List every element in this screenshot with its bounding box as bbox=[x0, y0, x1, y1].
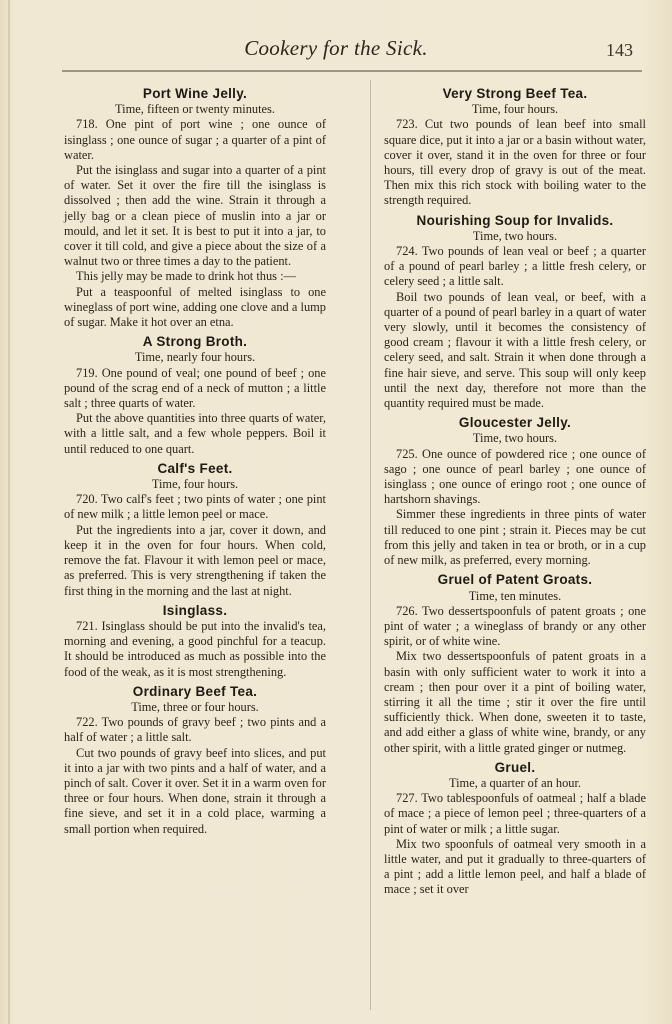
recipe-paragraph: 719. One pound of veal; one pound of beef ; one pound of the scrag end of a neck of mutton ; a little salt ; three quarts of water. bbox=[64, 365, 326, 411]
recipe-time: Time, ten minutes. bbox=[468, 588, 562, 603]
recipe-paragraph: Mix two dessertspoonfuls of patent groats in a basin with only sufficient water to work it into a cream ; then pour over it a pint of boiling water, stirring it all the time ; stir it over the fire until sufficiently thick. When done, sweeten it to taste, and add either a glass of white wine, brandy, or any other spirit, with a little grated ginger or nutmeg. bbox=[384, 649, 646, 755]
recipe-paragraph: 723. Cut two pounds of lean beef into small square dice, put it into a jar or a basin without water, cover it over, stand it in the oven for three or four hours, till every drop of gravy is out of the meat. Then mix this rich stock with boiling water to the strength required. bbox=[384, 117, 646, 208]
recipe-heading: Gruel. bbox=[494, 759, 536, 775]
running-header: Cookery for the Sick. bbox=[244, 36, 428, 60]
recipe-section bbox=[384, 572, 646, 755]
recipe-heading: A Strong Broth. bbox=[142, 334, 248, 350]
recipe-heading: Very Strong Beef Tea. bbox=[442, 86, 588, 101]
recipe-paragraph: 725. One ounce of powdered rice ; one ounce of sago ; one ounce of pearl barley ; one ounce of isinglass ; one ounce of eringo root ; one ounce of hartshorn shavings. bbox=[384, 446, 646, 507]
recipe-section bbox=[384, 213, 646, 412]
recipe-paragraph: 724. Two pounds of lean veal or beef ; a quarter of a pound of pearl barley ; a little fresh celery, or celery seed ; a little salt. bbox=[384, 244, 646, 289]
recipe-section bbox=[64, 461, 326, 599]
recipe-paragraph: 721. Isinglass should be put into the invalid's tea, morning and evening, a good pinchful for a teacup. It should be introduced as much as possible into the food of the weak, as it is most strengthening. bbox=[64, 618, 326, 679]
recipe-paragraph: 722. Two pounds of gravy beef ; two pints and a half of water ; a little salt. bbox=[64, 715, 326, 745]
recipe-section bbox=[384, 415, 646, 568]
recipe-heading: Isinglass. bbox=[162, 602, 228, 618]
left-column bbox=[64, 82, 326, 837]
recipe-paragraph: Put the isinglass and sugar into a quarter of a pint of water. Set it over the fire till the isinglass is dissolved ; then add the wine. Strain it through a jelly bag or a clean piece of muslin into a jar or mould, and let it set. It is best to put it into a jar, to cover it till cold, and give a piece about the size of a walnut two or three times a day to the patient. bbox=[64, 163, 326, 269]
recipe-paragraph: This jelly may be made to drink hot thus :— bbox=[76, 269, 296, 284]
recipe-paragraph: Put the above quantities into three quarts of water, with a little salt, and a few whole peppers. Boil it until reduced to one quart. bbox=[64, 411, 326, 456]
recipe-paragraph: 718. One pint of port wine ; one ounce of isinglass ; one ounce of sugar ; a quarter of a pint of water. bbox=[64, 117, 326, 162]
recipe-time: Time, a quarter of an hour. bbox=[448, 775, 582, 790]
recipe-paragraph: Mix two spoonfuls of oatmeal very smooth in a little water, and put it gradually to three-quarters of a pint ; add a little lemon peel, and half a blade of mace ; set it over bbox=[384, 836, 646, 897]
recipe-paragraph: Put a teaspoonful of melted isinglass to one wineglass of port wine, adding one clove and a lump of sugar. Make it hot over an etna. bbox=[64, 284, 326, 330]
recipe-section bbox=[64, 684, 326, 837]
recipe-paragraph: Cut two pounds of gravy beef into slices, and put it into a jar with two pints and a half of water, and a pinch of salt. Cover it over. Set it in a warm oven for three or four hours. When done, strain it through a fine sieve, and set it in a cold place, warming a small portion when required. bbox=[64, 745, 326, 836]
recipe-heading: Gruel of Patent Groats. bbox=[437, 572, 593, 588]
recipe-time: Time, fifteen or twenty minutes. bbox=[115, 102, 275, 117]
recipe-section bbox=[384, 86, 646, 209]
recipe-time: Time, two hours. bbox=[472, 228, 558, 243]
recipe-time: Time, two hours. bbox=[472, 431, 558, 446]
recipe-time: Time, nearly four hours. bbox=[134, 350, 256, 365]
column-divider bbox=[370, 80, 371, 1010]
recipe-time: Time, three or four hours. bbox=[131, 699, 259, 714]
page-number: 143 bbox=[606, 40, 633, 60]
recipe-paragraph: 726. Two dessertspoonfuls of patent groats ; one pint of water ; a wineglass of brandy or any other spirit, or of white wine. bbox=[384, 603, 646, 649]
right-column bbox=[384, 82, 646, 898]
recipe-section bbox=[384, 760, 646, 898]
recipe-section bbox=[64, 603, 326, 680]
recipe-heading: Port Wine Jelly. bbox=[142, 86, 248, 101]
recipe-paragraph: 720. Two calf's feet ; two pints of water ; one pint of new milk ; a little lemon peel or mace. bbox=[64, 492, 326, 522]
recipe-heading: Gloucester Jelly. bbox=[458, 415, 572, 431]
recipe-paragraph: Boil two pounds of lean veal, or beef, with a quarter of a pound of pearl barley in a quart of water very slowly, until it becomes the consistency of good cream ; flavour it with a little fresh celery, or celery seed, and salt. Strain it when done through a fine hair sieve, and serve. This soup will only keep until the next day, therefore not more than the quantity required must be made. bbox=[384, 289, 646, 411]
recipe-section bbox=[64, 86, 326, 330]
recipe-section bbox=[64, 334, 326, 457]
recipe-paragraph: 727. Two tablespoonfuls of oatmeal ; half a blade of mace ; a piece of lemon peel ; three-quarters of a pint of water or milk ; a little sugar. bbox=[384, 791, 646, 836]
recipe-time: Time, four hours. bbox=[471, 102, 559, 117]
recipe-heading: Calf's Feet. bbox=[157, 460, 233, 476]
recipe-paragraph: Simmer these ingredients in three pints of water till reduced to one pint ; strain it. Pieces may be cut from this jelly and taken in tea or broth, or in a cup of new milk, as preferred, every morning. bbox=[384, 507, 646, 568]
recipe-heading: Ordinary Beef Tea. bbox=[132, 683, 258, 699]
recipe-time: Time, four hours. bbox=[151, 477, 239, 492]
page-binding-edge bbox=[8, 0, 10, 1024]
recipe-paragraph: Put the ingredients into a jar, cover it down, and keep it in the oven for four hours. When cold, remove the fat. Flavour it with lemon peel or mace, as preferred. This is very strengthening if taken the first thing in the morning and the last at night. bbox=[64, 522, 326, 598]
header-rule bbox=[62, 70, 642, 72]
recipe-heading: Nourishing Soup for Invalids. bbox=[416, 212, 614, 228]
